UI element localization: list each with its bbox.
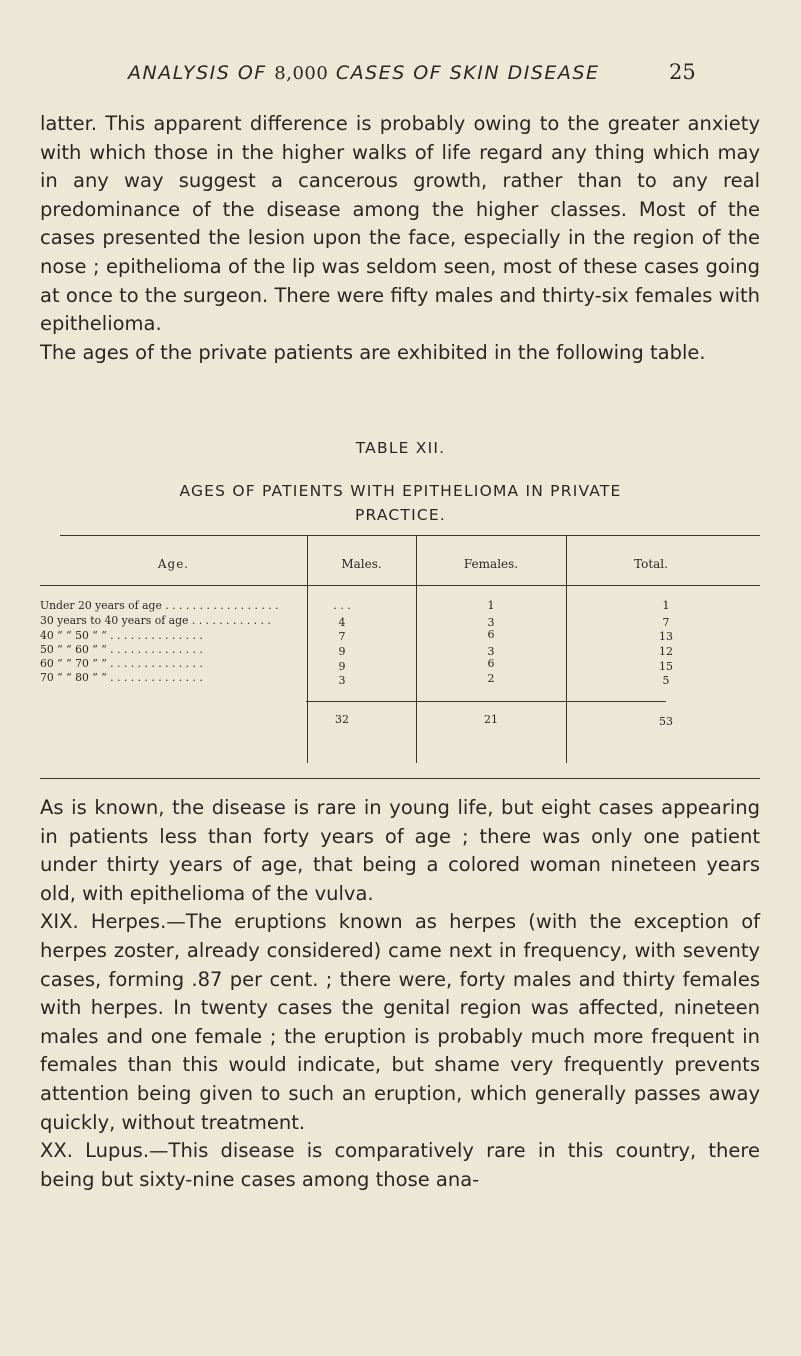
paragraph: latter. This apparent difference is probably owing to the greater anxiety with which those in the higher walks of life regard any thing which may in any way suggest a cancerous growth, rather than to any real predominance of the disease among the higher classes. Most of the cases presented the lesion upon the face, especially in the region of the nose ; epithelioma of the lip was seldom seen, most of these cases going at once to the surgeon. There were fifty males and thirty-six females with epithelioma.	[40, 112, 760, 336]
row-total: 15	[659, 660, 673, 673]
running-title-part: ANALYSIS OF	[128, 62, 267, 84]
total-overall: 53	[659, 715, 673, 728]
row-males: 3	[338, 674, 346, 687]
row-females: 3	[487, 645, 495, 658]
running-head	[0, 62, 801, 92]
lower-text-block	[40, 794, 760, 1194]
row-total: 13	[659, 630, 673, 643]
row-total: 7	[662, 616, 670, 629]
header-males: Males.	[341, 557, 382, 571]
row-females: 6	[487, 628, 495, 641]
header-females: Females.	[463, 557, 519, 571]
paragraph-herpes: XIX. Herpes.—The eruptions known as herpes (with the exception of herpes zoster, already considered) came next in frequency, with seventy cases, forming .87 per cent. ; there were, forty males and thirty females with herpes. In twenty cases the genital region was affected, nineteen males and one female ; the eruption is probably much more frequent in females than this would indicate, but shame very frequently prevents attention being given to such an eruption, which generally passes away quickly, without treatment.	[40, 910, 760, 1134]
header-age: Age.	[157, 557, 190, 571]
running-title-part: CASES OF SKIN DISEASE	[335, 62, 600, 84]
row-age: 70 “ “ 80 “ “ . . . . . . . . . . . . . .	[40, 671, 203, 684]
row-males: 9	[338, 660, 346, 673]
row-males: 7	[338, 630, 346, 643]
table-header-rule	[40, 585, 760, 586]
row-males: 4	[338, 616, 346, 629]
paragraph-lupus: XX. Lupus.—This disease is comparatively rare in this country, there being but sixty-nine cases among those ana-	[40, 1139, 760, 1191]
row-males: . . .	[333, 599, 351, 612]
total-females: 21	[484, 713, 498, 726]
upper-text-block	[40, 110, 760, 367]
paragraph: As is known, the disease is rare in young life, but eight cases appearing in patients less than forty years of age ; there was only one patient under thirty years of age, that being a colored woman nineteen years old, with epithelioma of the vulva.	[40, 796, 760, 905]
row-total: 1	[662, 599, 670, 612]
row-age: 50 “ “ 60 “ “ . . . . . . . . . . . . . .	[40, 643, 203, 656]
table-caption-line: AGES OF PATIENTS WITH EPITHELIOMA IN PRIVATE	[179, 482, 622, 500]
table-number: TABLE XII.	[355, 439, 446, 457]
row-age: 40 “ “ 50 “ “ . . . . . . . . . . . . . .	[40, 629, 203, 642]
running-title	[128, 62, 599, 84]
total-males: 32	[335, 713, 349, 726]
table-sum-rule	[306, 701, 666, 702]
table-caption	[0, 479, 801, 527]
row-females: 2	[487, 672, 495, 685]
row-age: 30 years to 40 years of age . . . . . . . . . . . .	[40, 614, 271, 627]
row-males: 9	[338, 645, 346, 658]
row-females: 3	[487, 616, 495, 629]
row-total: 5	[662, 674, 670, 687]
row-females: 6	[487, 657, 495, 670]
header-total: Total.	[634, 557, 668, 571]
paragraph: The ages of the private patients are exhibited in the following table.	[40, 340, 706, 364]
table-bottom-rule	[40, 778, 760, 779]
row-total: 12	[659, 645, 673, 658]
row-females: 1	[487, 599, 495, 612]
table-caption-line: PRACTICE.	[354, 506, 447, 524]
table-top-rule	[60, 535, 760, 536]
running-title-number: 8,000	[274, 63, 329, 84]
row-age: Under 20 years of age . . . . . . . . . . . . . . . . .	[40, 599, 279, 612]
page-number: 25	[669, 60, 696, 84]
row-age: 60 “ “ 70 “ “ . . . . . . . . . . . . . .	[40, 657, 203, 670]
